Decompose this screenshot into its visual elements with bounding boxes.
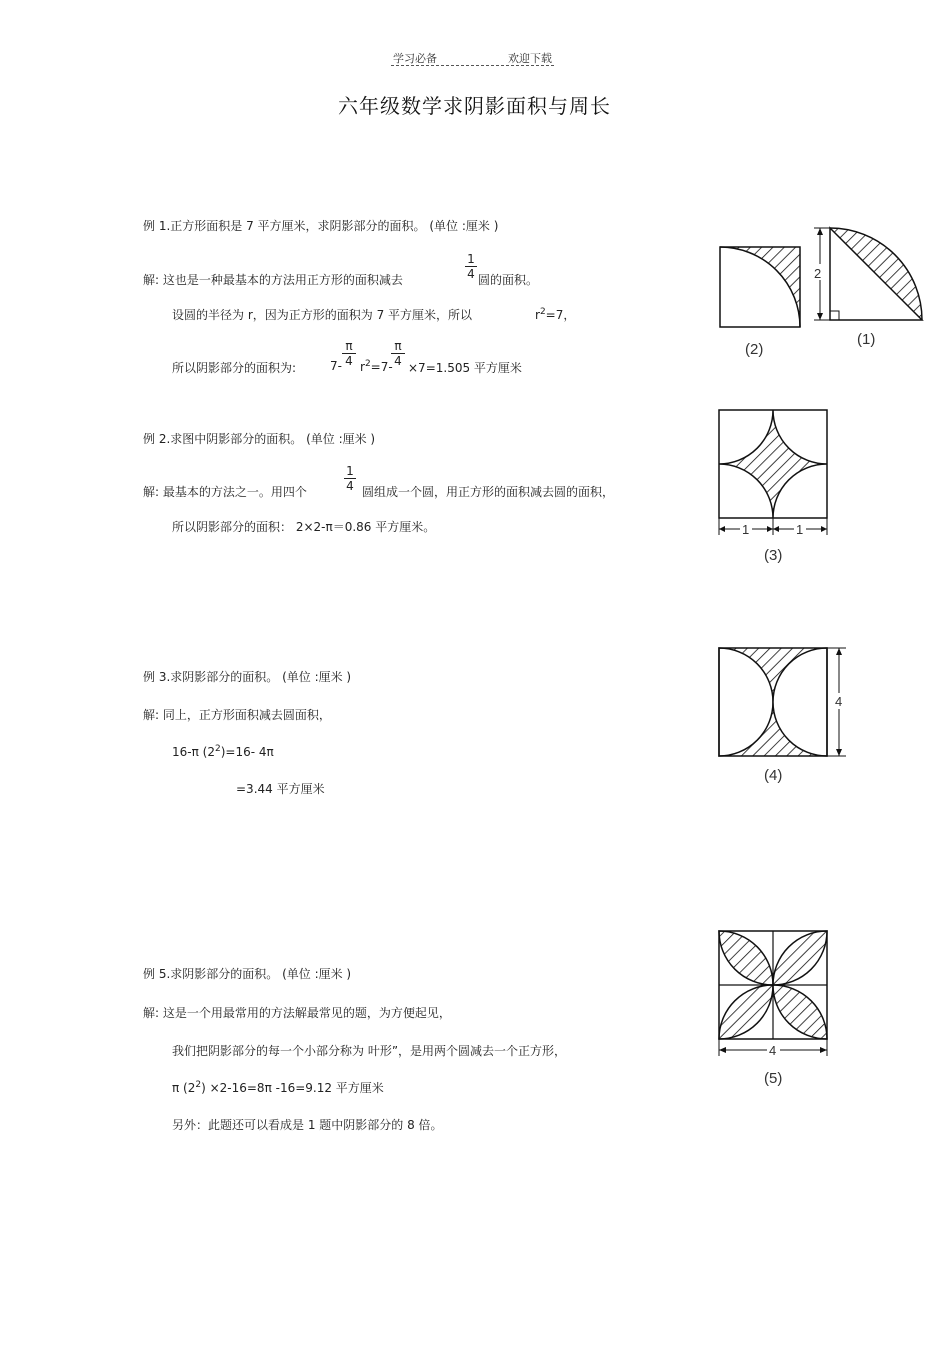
figure-1 xyxy=(808,224,926,324)
ex1-line3-exponent: 2 xyxy=(364,359,371,369)
ex5-note: 另外：此题还可以看成是 1 题中阴影部分的 8 倍。 xyxy=(172,1118,443,1132)
ex1-fraction-numerator: 1 xyxy=(467,252,475,266)
fig5-leaf-bottom-right xyxy=(773,985,827,1039)
ex1-four-2: 4 xyxy=(391,353,405,368)
figure-5-caption xyxy=(764,1067,794,1089)
ex1-line2-formula xyxy=(535,306,575,323)
ex2-solution-suffix: 圆组成一个圆，用正方形的面积减去圆的面积， xyxy=(362,485,615,499)
ex2-fraction-numerator: 1 xyxy=(346,464,354,478)
fig5-caption: (5) xyxy=(764,1070,783,1087)
header-divider xyxy=(391,65,554,66)
ex1-pi-2: π xyxy=(394,339,402,353)
fig2-shaded-region xyxy=(720,247,800,327)
figure-5 xyxy=(716,928,832,1060)
ex3-question: 例 3.求阴影部分的面积。 (单位 :厘米 ) xyxy=(143,670,352,684)
ex5-question: 例 5.求阴影部分的面积。 (单位 :厘米 ) xyxy=(143,967,352,981)
ex5-calc-exponent: 2 xyxy=(195,1080,202,1090)
page-title: 六年级数学求阴影面积与周长 xyxy=(338,94,611,118)
ex2-fraction xyxy=(344,464,356,493)
fig3-shaded-star xyxy=(719,410,827,518)
ex5-calc-b: ) ×2-16=8π -16=9.12 平方厘米 xyxy=(201,1081,384,1095)
ex1-line3-seven: 7- xyxy=(330,359,342,373)
ex1-line3-r xyxy=(360,359,393,374)
ex5-calc-a: π (2 xyxy=(172,1081,196,1095)
ex1-line2-text: 设圆的半径为 r，因为正方形的面积为 7 平方厘米，所以 xyxy=(172,308,473,322)
fig5-leaf-top-right xyxy=(773,931,827,985)
ex1-pi-1: π xyxy=(345,339,353,353)
ex1-pi-fraction-2 xyxy=(391,339,405,368)
ex1-fraction xyxy=(465,252,477,281)
ex3-calc1-a: 16-π (2 xyxy=(172,745,215,759)
figure-4-caption xyxy=(764,764,794,786)
fig1-label: 2 xyxy=(814,266,822,281)
ex3-calc1 xyxy=(172,744,274,759)
fig3-label-left: 1 xyxy=(742,522,750,537)
ex1-line3-result: ×7=1.505 平方厘米 xyxy=(408,361,522,375)
ex1-four-1: 4 xyxy=(342,353,356,368)
fig3-caption: (3) xyxy=(764,547,783,564)
ex1-line2-exponent: 2 xyxy=(539,307,546,317)
fig2-caption: (2) xyxy=(745,341,764,358)
ex2-solution-prefix: 解: 最基本的方法之一。用四个 xyxy=(143,485,307,499)
fig1-caption: (1) xyxy=(857,331,876,348)
fig5-leaf-top-left xyxy=(719,931,773,985)
ex1-line3-r-letter: r xyxy=(360,360,365,374)
ex3-calc1-b: )=16- 4π xyxy=(220,745,274,759)
ex5-calc xyxy=(172,1079,384,1096)
ex5-line2: 我们把阴影部分的每一个小部分称为 叶形”，是用两个圆减去一个正方形， xyxy=(172,1044,567,1058)
header-right: 欢迎下载 xyxy=(508,52,552,65)
fig1-right-angle-mark xyxy=(830,311,839,320)
fig3-label-right: 1 xyxy=(796,522,804,537)
figure-1-caption xyxy=(857,328,887,350)
figure-3-caption xyxy=(764,544,794,566)
ex1-solution-prefix: 解: 这也是一种最基本的方法用正方形的面积减去 xyxy=(143,273,403,287)
ex1-fraction-denominator: 4 xyxy=(465,266,477,281)
ex2-question: 例 2.求图中阴影部分的面积。 (单位 :厘米 ) xyxy=(143,432,376,446)
ex1-question: 例 1.正方形面积是 7 平方厘米，求阴影部分的面积。 (单位 :厘米 ) xyxy=(143,219,499,233)
ex1-line2-r: r xyxy=(535,308,540,322)
header-left: 学习必备 xyxy=(393,52,437,65)
ex1-line2-end: =7， xyxy=(545,308,576,322)
figure-3 xyxy=(716,407,832,539)
ex3-calc2: =3.44 平方厘米 xyxy=(236,782,325,796)
ex3-solution: 解: 同上，正方形面积减去圆面积， xyxy=(143,708,331,722)
fig5-leaf-bottom-left xyxy=(719,985,773,1039)
ex2-fraction-denominator: 4 xyxy=(344,478,356,493)
fig5-label: 4 xyxy=(769,1043,777,1058)
figure-4 xyxy=(716,645,852,761)
ex1-line3-text: 所以阴影部分的面积为: xyxy=(172,361,297,375)
ex1-pi-fraction-1 xyxy=(342,339,356,368)
fig4-label: 4 xyxy=(835,694,843,709)
fig4-caption: (4) xyxy=(764,767,783,784)
figure-2-caption xyxy=(745,338,775,360)
ex2-line2: 所以阴影部分的面积： 2×2-π＝0.86 平方厘米。 xyxy=(172,520,436,534)
ex3-calc1-exponent: 2 xyxy=(214,744,221,754)
ex1-line3-eq: =7- xyxy=(370,360,393,374)
figure-2 xyxy=(718,245,802,329)
ex5-solution: 解: 这是一个用最常用的方法解最常见的题，为方便起见， xyxy=(143,1006,451,1020)
ex1-solution-suffix: 圆的面积。 xyxy=(478,273,539,287)
